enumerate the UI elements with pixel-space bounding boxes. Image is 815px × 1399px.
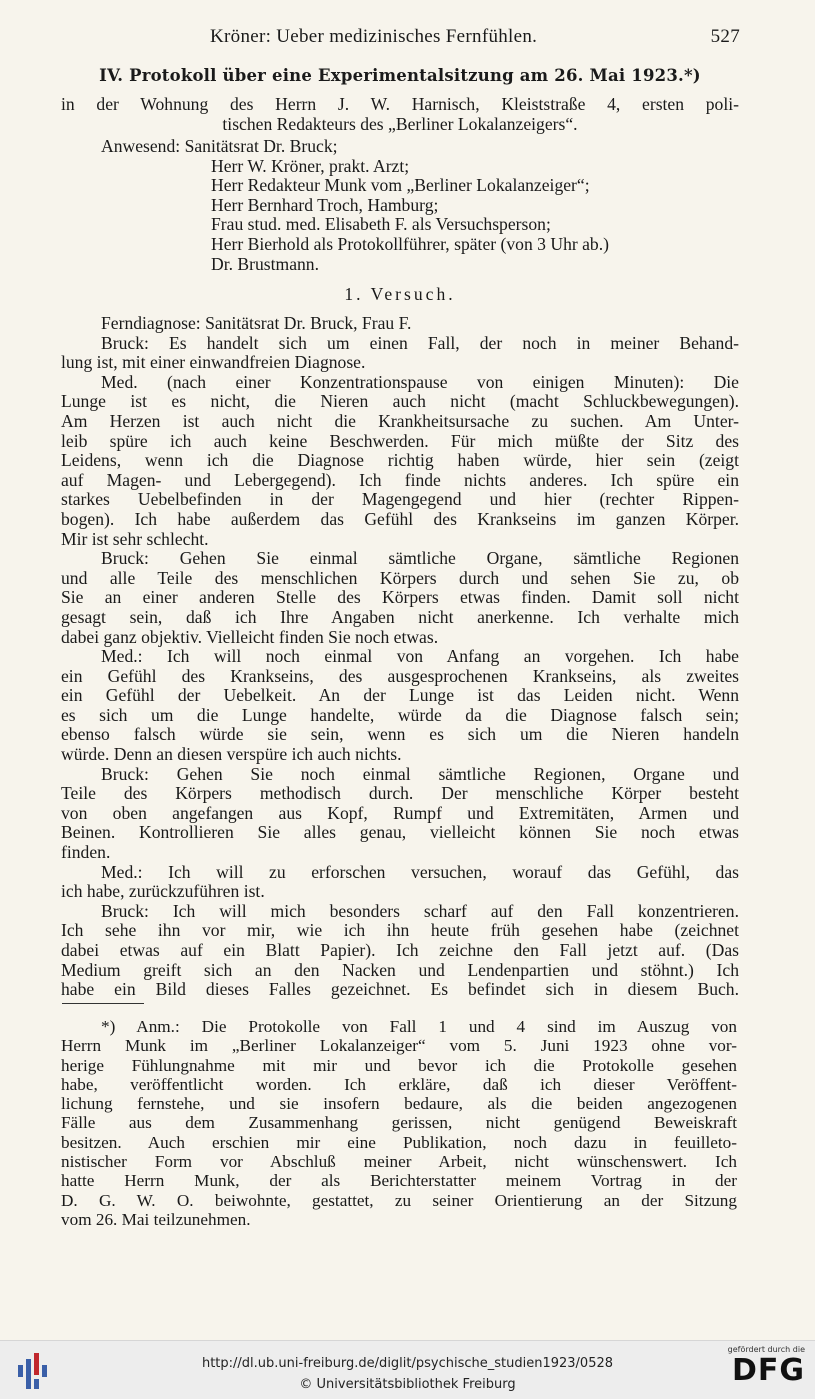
footnote-line: *) Anm.: Die Protokolle von Fall 1 und 4 sind im Auszug von (101, 1017, 737, 1036)
footnote-line: habe, veröffentlicht worden. Ich erkläre, daß ich dieser Veröffent- (61, 1074, 737, 1094)
body-line: ebenso falsch würde sie sein, wenn es sich um die Nieren handeln (61, 724, 739, 745)
body-line: leib spüre ich auch keine Beschwerden. Für mich müßte der Sitz des (61, 430, 739, 451)
body-line: würde. Denn an diesen verspüre ich auch nichts. (61, 744, 402, 765)
attendance-first-line (61, 137, 739, 157)
body-line: Bruck: Gehen Sie noch einmal sämtliche Regionen, Organe und (101, 763, 739, 784)
footnote-line: nistischer Form vor Abschluß meiner Arbeit, nicht wünschenswert. Ich (61, 1152, 737, 1172)
intro-block (61, 95, 739, 134)
protocol-heading: IV. Protokoll über eine Experimentalsitzung am 26. Mai 1923.*) (99, 66, 701, 85)
body-line: starkes Uebelbefinden in der Magengegend und hier (rechter Rippen- (61, 489, 739, 510)
document-url[interactable]: http://dl.ub.uni-freiburg.de/diglit/psychische_studien1923/0528 (201, 1356, 614, 1371)
body-line: lung ist, mit einer einwandfreien Diagnose. (61, 352, 366, 373)
footnote-rule (62, 1003, 144, 1004)
intro-line: tischen Redakteurs des „Berliner Lokalanzeigers“. (222, 113, 578, 134)
attendance-block (61, 137, 739, 274)
footnote-line: Fälle aus dem Zusammenhang gerissen, nicht genügend Beweiskraft (61, 1113, 737, 1133)
attendance-entry: Frau stud. med. Elisabeth F. als Versuchsperson; (211, 214, 551, 235)
body-line: Beinen. Kontrollieren Sie alles genau, vielleicht können Sie noch etwas (61, 822, 739, 843)
footnote-line: herige Fühlungnahme mit mir und bevor ich die Protokolle gesehen (61, 1055, 737, 1075)
body-line: Am Herzen ist auch nicht die Krankheitsursache zu suchen. Am Unter- (61, 410, 739, 431)
footnote-line: vom 26. Mai teilzunehmen. (61, 1209, 251, 1229)
attendance-entry: Sanitätsrat Dr. Bruck; (184, 136, 338, 156)
body-line: gesagt sein, daß ich Ihre Angaben nicht anerkenne. Ich verhalte mich (61, 606, 739, 627)
body-line: Med.: Ich will noch einmal von Anfang an vorgehen. Ich habe (101, 646, 739, 667)
section-title-block (61, 285, 739, 305)
body-line: auf Magen- und Lebergegend). Ich finde nichts anderes. Ich spüre ein (61, 469, 739, 490)
footnote-line: lichung fernstehe, und sie insofern bedaure, als die beiden angezogenen (61, 1094, 737, 1114)
body-line: Medium greift sich an den Nacken und Lendenpartien und stöhnt.) Ich (61, 959, 739, 980)
body-line: Teile des Körpers methodisch durch. Der menschliche Körper besteht (61, 783, 739, 804)
body-line: von oben angefangen aus Kopf, Rumpf und Extremitäten, Armen und (61, 802, 739, 823)
body-line: Leidens, wenn ich die Diagnose richtig haben würde, hier sein (zeigt (61, 450, 739, 471)
dfg-caption: gefördert durch die (727, 1345, 805, 1354)
body-line: dabei etwas auf ein Blatt Papier). Ich zeichne den Fall jetzt auf. (Das (61, 940, 739, 960)
attendance-label: Anwesend: (101, 136, 181, 156)
footnote-line: hatte Herrn Munk, der als Berichterstatter meinem Vortrag in der (61, 1171, 737, 1191)
body-line: ein Gefühl des Krankseins, des ausgesprochenen Krankseins, als zweites (61, 665, 739, 686)
viewer-footer (0, 1340, 815, 1399)
intro-line: in der Wohnung des Herrn J. W. Harnisch, Kleiststraße 4, ersten poli- (61, 94, 739, 114)
page-number: 527 (710, 26, 740, 47)
footnote-line: besitzen. Auch erschien mir eine Publikation, noch dazu in feuilleto- (61, 1132, 737, 1152)
body-line: Sie an einer anderen Stelle des Körpers etwas finden. Damit soll nicht (61, 587, 739, 608)
footnote (61, 1017, 737, 1229)
copyright-notice: © Universitätsbibliothek Freiburg (299, 1377, 516, 1392)
footnote-line: D. G. W. O. beiwohnte, gestattet, zu seiner Orientierung an der Sitzung (61, 1190, 737, 1210)
body-line: habe ein Bild dieses Falles gezeichnet. Es befindet sich in diesem Buch. (61, 979, 739, 1000)
body-line: Mir ist sehr schlecht. (61, 528, 209, 549)
attendance-entry: Herr Bierhold als Protokollführer, später (von 3 Uhr ab.) (211, 233, 609, 254)
body-line: Bruck: Ich will mich besonders scharf auf den Fall konzentrieren. (101, 900, 739, 921)
body-line: finden. (61, 842, 111, 863)
body-line: Bruck: Gehen Sie einmal sämtliche Organe, sämtliche Regionen (101, 548, 739, 569)
attendance-entry: Herr Redakteur Munk vom „Berliner Lokalanzeiger“; (211, 175, 590, 196)
body-line: es sich um die Lunge handelte, würde da die Diagnose falsch sein; (61, 704, 739, 725)
body-line: und alle Teile des menschlichen Körpers durch und sehen Sie zu, ob (61, 567, 739, 588)
running-title: Kröner: Ueber medizinisches Fernfühlen. (210, 26, 538, 47)
body-line: dabei ganz objektiv. Vielleicht finden Sie noch etwas. (61, 626, 439, 647)
body-line: Lunge ist es nicht, die Nieren auch nicht (macht Schluckbewegungen). (61, 391, 739, 412)
body-line: Med.: Ich will zu erforschen versuchen, worauf das Gefühl, das (101, 861, 739, 882)
dfg-logo (715, 1345, 805, 1395)
attendance-entry: Dr. Brustmann. (211, 253, 320, 274)
body-line: Med. (nach einer Konzentrationspause von einigen Minuten): Die (101, 371, 739, 392)
body-text (61, 314, 739, 1000)
dfg-logo-text: DFG (731, 1353, 805, 1388)
section-title: 1. Versuch. (344, 284, 456, 304)
body-line: Ferndiagnose: Sanitätsrat Dr. Bruck, Frau F. (101, 313, 412, 333)
body-line: Ich sehe ihn vor mir, wie ich ihn heute früh gesehen habe (zeichnet (61, 920, 739, 941)
running-head (60, 26, 740, 52)
body-line: bogen). Ich habe außerdem das Gefühl des Krankseins im ganzen Körper. (61, 508, 739, 529)
body-line: Bruck: Es handelt sich um einen Fall, der noch in meiner Behand- (101, 332, 739, 353)
footnote-line: Herrn Munk im „Berliner Lokalanzeiger“ vom 5. Juni 1923 ohne vor- (61, 1036, 737, 1056)
attendance-entry: Herr W. Kröner, prakt. Arzt; (211, 155, 410, 176)
attendance-entry: Herr Bernhard Troch, Hamburg; (211, 194, 439, 215)
body-line: ein Gefühl der Uebelkeit. An der Lunge ist das Leiden nicht. Wenn (61, 685, 739, 706)
body-line: ich habe, zurückzuführen ist. (61, 881, 265, 902)
